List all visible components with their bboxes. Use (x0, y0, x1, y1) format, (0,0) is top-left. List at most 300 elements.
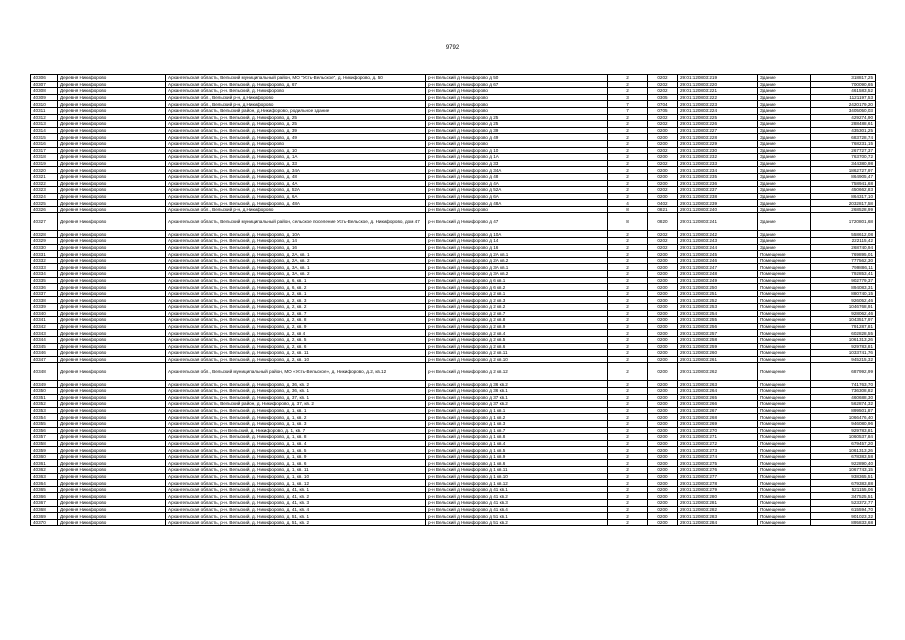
cadastral-value-cell: 523372,77 (811, 500, 876, 507)
table-row (31, 330, 876, 337)
cadastral-number-cell: 29:01:120803:232 (678, 154, 758, 161)
location-cell: р-н Вельский д Никифорово д 1 кв.4 (426, 440, 608, 447)
cadastral-value-cell: 1061313,26 (811, 447, 876, 454)
group-code-cell: 2 (608, 271, 648, 278)
location-cell: р-н Вельский д Никифорово д 37 кв.2 (426, 401, 608, 408)
cadastral-number-cell: 29:01:120803:272 (678, 440, 758, 447)
object-type-cell: Помещение (758, 251, 811, 258)
group-code-cell: 2 (608, 363, 648, 381)
location-cell: р-н Вельский д Никифорово д 39 (426, 127, 608, 134)
location-cell: р-н Вельский д Никифорово д 2А кв.1 (426, 251, 608, 258)
location-cell: р-н Вельский д Никифорово д 2 кв.2 (426, 304, 608, 311)
location-cell: р-н Вельский д Никифорово (426, 88, 608, 95)
subgroup-code-cell: 0202 (648, 187, 678, 194)
location-cell: р-н Вельский д Никифорово д 1 кв.8 (426, 434, 608, 441)
settlement-cell: Деревня Никифорово (58, 363, 166, 381)
table-row (31, 453, 876, 460)
subgroup-code-cell: 0200 (648, 330, 678, 337)
address-cell: Архангельская область, р-н. Вельский, д. Никифорово, д. 2, кв. 6 (166, 343, 426, 350)
object-type-cell: Помещение (758, 473, 811, 480)
group-code-cell: 2 (608, 167, 648, 174)
location-cell: р-н Вельский д Никифорово д 1 кв.12 (426, 480, 608, 487)
settlement-cell: Деревня Никифорово (58, 114, 166, 121)
table-row (31, 447, 876, 454)
address-cell: Архангельская область, р-н. Вельский, д. Никифорово, д. 10 (166, 147, 426, 154)
address-cell: Архангельская область, р-н. Вельский, д. Никифорово, д. 1, кв. 10 (166, 473, 426, 480)
address-cell: Архангельская область, р-н. Вельский, д. Никифорово, д. 1, кв. 12 (166, 480, 426, 487)
address-cell: Архангельская область, р-н. Вельский, д. Никифорово, д. 3А, кв. 2 (166, 271, 426, 278)
row-id-cell: 40334 (31, 271, 58, 278)
location-cell: р-н Вельский д Никифорово (426, 101, 608, 108)
table-row (31, 251, 876, 258)
address-cell: Архангельская область, Вельский район, д.Никифорово, родильное здание (166, 107, 426, 114)
group-code-cell: 2 (608, 114, 648, 121)
subgroup-code-cell: 0200 (648, 140, 678, 147)
cadastral-number-cell: 29:01:120803:236 (678, 180, 758, 187)
cadastral-value-cell: 460688,30 (811, 394, 876, 401)
table-row (31, 277, 876, 284)
location-cell: р-н Вельский д Никифорово д 41 кв.1 (426, 486, 608, 493)
subgroup-code-cell: 0200 (648, 271, 678, 278)
object-type-cell: Помещение (758, 277, 811, 284)
table-row (31, 506, 876, 513)
object-type-cell: Помещение (758, 407, 811, 414)
cadastral-value-cell: 288488,61 (811, 121, 876, 128)
settlement-cell: Деревня Никифорово (58, 493, 166, 500)
settlement-cell: Деревня Никифорово (58, 343, 166, 350)
table-row (31, 167, 876, 174)
cadastral-number-cell: 29:01:120803:271 (678, 434, 758, 441)
cadastral-number-cell: 29:01:120803:223 (678, 101, 758, 108)
subgroup-code-cell: 0200 (648, 257, 678, 264)
subgroup-code-cell: 0200 (648, 264, 678, 271)
settlement-cell: Деревня Никифорово (58, 310, 166, 317)
cadastral-number-cell: 29:01:120803:276 (678, 467, 758, 474)
cadastral-value-cell: 615594,70 (811, 506, 876, 513)
object-type-cell: Помещение (758, 297, 811, 304)
location-cell: р-н Вельский д Никифорово д 25 (426, 114, 608, 121)
group-code-cell: 2 (608, 486, 648, 493)
row-id-cell: 40311 (31, 107, 58, 114)
table-row (31, 493, 876, 500)
object-type-cell: Здание (758, 127, 811, 134)
cadastral-value-cell: 736308,82 (811, 387, 876, 394)
subgroup-code-cell: 0202 (648, 81, 678, 88)
object-type-cell: Здание (758, 213, 811, 231)
address-cell: Архангельская область, р-н. Вельский, д. Никифорово, д. 1А (166, 154, 426, 161)
row-id-cell: 40370 (31, 519, 58, 526)
cadastral-value-cell: 777562,30 (811, 257, 876, 264)
settlement-cell: Деревня Никифорово (58, 140, 166, 147)
address-cell: Архангельская область, р-н. Вельский, д. Никифорово, д. 41, кв. 2 (166, 493, 426, 500)
settlement-cell: Деревня Никифорово (58, 173, 166, 180)
settlement-cell: Деревня Никифорово (58, 486, 166, 493)
table-row (31, 154, 876, 161)
row-id-cell: 40355 (31, 420, 58, 427)
location-cell: р-н Вельский д Никифорово д 2 кв.11 (426, 350, 608, 357)
address-cell: Архангельская область, р-н. Вельский, д. Никифорово, д. 1, кв. 3 (166, 420, 426, 427)
cadastral-number-cell: 29:01:120803:273 (678, 447, 758, 454)
table-row (31, 127, 876, 134)
location-cell: р-н Вельский д Никифорово д 2 кв.5 (426, 336, 608, 343)
address-cell: Архангельская область, р-н. Вельский, д. Никифорово, д. 2, кв. 9 (166, 323, 426, 330)
table-row (31, 114, 876, 121)
settlement-cell: Деревня Никифорово (58, 127, 166, 134)
cadastral-number-cell: 29:01:120803:267 (678, 407, 758, 414)
cadastral-number-cell: 29:01:120803:270 (678, 427, 758, 434)
object-type-cell: Помещение (758, 271, 811, 278)
group-code-cell: 2 (608, 343, 648, 350)
cadastral-number-cell: 29:01:120803:220 (678, 81, 758, 88)
address-cell: Архангельская обл., Вельский муниципальный район, МО «Усть-Вельское», д. Никифорово, д.2, кв.12 (166, 363, 426, 381)
row-id-cell: 40336 (31, 284, 58, 291)
settlement-cell: Деревня Никифорово (58, 251, 166, 258)
table-row (31, 140, 876, 147)
row-id-cell: 40322 (31, 180, 58, 187)
location-cell: р-н Вельский д Никифорово д 1 кв.11 (426, 467, 608, 474)
group-code-cell: 2 (608, 414, 648, 421)
table-row (31, 310, 876, 317)
subgroup-code-cell: 0200 (648, 134, 678, 141)
group-code-cell: 2 (608, 264, 648, 271)
subgroup-code-cell: 0200 (648, 387, 678, 394)
address-cell: Архангельская область, р-н. Вельский, д. Никифорово, д. 1, кв. 11 (166, 467, 426, 474)
group-code-cell: 2 (608, 297, 648, 304)
location-cell: р-н Вельский д Никифорово д 3А кв.1 (426, 264, 608, 271)
cadastral-value-cell: 1061313,26 (811, 336, 876, 343)
address-cell: Архангельская область, р-н. Вельский, д. Никифорово, д. 10А (166, 231, 426, 238)
row-id-cell: 40313 (31, 121, 58, 128)
table-row (31, 486, 876, 493)
cadastral-value-cell: 679457,20 (811, 440, 876, 447)
subgroup-code-cell: 0305 (648, 94, 678, 101)
subgroup-code-cell: 0200 (648, 284, 678, 291)
group-code-cell: 2 (608, 147, 648, 154)
table-row (31, 323, 876, 330)
cadastral-value-cell: 792853,41 (811, 271, 876, 278)
location-cell: р-н Вельский д Никифорово д 51 кв.1 (426, 513, 608, 520)
table-row (31, 343, 876, 350)
subgroup-code-cell: 0200 (648, 290, 678, 297)
settlement-cell: Деревня Никифорово (58, 101, 166, 108)
cadastral-number-cell: 29:01:120803:219 (678, 75, 758, 82)
group-code-cell: 2 (608, 257, 648, 264)
table-row (31, 284, 876, 291)
object-type-cell: Помещение (758, 363, 811, 381)
cadastral-number-cell: 29:01:120803:233 (678, 160, 758, 167)
subgroup-code-cell: 0200 (648, 473, 678, 480)
settlement-cell: Деревня Никифорово (58, 284, 166, 291)
cadastral-value-cell: 344380,98 (811, 160, 876, 167)
object-type-cell: Помещение (758, 317, 811, 324)
cadastral-value-cell: 791287,81 (811, 323, 876, 330)
object-type-cell: Здание (758, 193, 811, 200)
address-cell: Архангельская область, р-н. Вельский, д. Никифорово, д. 1, кв. 4 (166, 440, 426, 447)
object-type-cell: Здание (758, 187, 811, 194)
row-id-cell: 40350 (31, 387, 58, 394)
location-cell: р-н Вельский д Никифорово д 2 кв.8 (426, 317, 608, 324)
object-type-cell: Помещение (758, 414, 811, 421)
subgroup-code-cell: 0200 (648, 480, 678, 487)
settlement-cell: Деревня Никифорово (58, 231, 166, 238)
address-cell: Архангельская область, р-н. Вельский, д. Никифорово, д. 1, кв. 5 (166, 447, 426, 454)
table-row (31, 460, 876, 467)
group-code-cell: 2 (608, 467, 648, 474)
group-code-cell: 2 (608, 75, 648, 82)
address-cell: Архангельская область, р-н. Вельский, д. Никифорово, д. 1, кв. 9 (166, 453, 426, 460)
group-code-cell: 2 (608, 323, 648, 330)
cadastral-value-cell: 3405050,03 (811, 107, 876, 114)
group-code-cell: 2 (608, 447, 648, 454)
address-cell: Архангельская область, р-н. Вельский, д. Никифорово, д. 2, кв. 7 (166, 310, 426, 317)
address-cell: Архангельская область, р-н. Вельский, д. Никифорово, д. 52А (166, 187, 426, 194)
group-code-cell: 2 (608, 244, 648, 251)
settlement-cell: Деревня Никифорово (58, 453, 166, 460)
cadastral-value-cell: 2032817,58 (811, 200, 876, 207)
object-type-cell: Помещение (758, 420, 811, 427)
address-cell: Архангельская область, р-н. Вельский, д. Никифорово, д. 25 (166, 114, 426, 121)
subgroup-code-cell: 0200 (648, 394, 678, 401)
location-cell: р-н Вельский д Никифорово д 2 кв.7 (426, 310, 608, 317)
row-id-cell: 40363 (31, 473, 58, 480)
object-type-cell: Помещение (758, 401, 811, 408)
row-id-cell: 40359 (31, 447, 58, 454)
cadastral-number-cell: 29:01:120803:228 (678, 134, 758, 141)
address-cell: Архангельская область, р-н. Вельский, д. Никифорово, д. 16 (166, 244, 426, 251)
settlement-cell: Деревня Никифорово (58, 134, 166, 141)
address-cell: Архангельская область, р-н. Вельский, д. Никифорово, д. 1, кв. 6 (166, 460, 426, 467)
group-code-cell: 2 (608, 420, 648, 427)
address-cell: Архангельская область, р-н. Вельский, д. Никифорово (166, 140, 426, 147)
object-type-cell: Помещение (758, 453, 811, 460)
table-row (31, 500, 876, 507)
table-row (31, 519, 876, 526)
cadastral-value-cell: 558612,08 (811, 231, 876, 238)
settlement-cell: Деревня Никифорово (58, 414, 166, 421)
address-cell: Архангельская область, р-н. Вельский, д. Никифорово, д. 2А, кв. 2 (166, 257, 426, 264)
settlement-cell: Деревня Никифорово (58, 277, 166, 284)
group-code-cell: 2 (608, 251, 648, 258)
subgroup-code-cell: 0820 (648, 213, 678, 231)
cadastral-number-cell: 29:01:120803:268 (678, 414, 758, 421)
subgroup-code-cell: 0200 (648, 460, 678, 467)
address-cell: Архангельская область, р-н. Вельский, д. Никифорово, д. 33 (166, 160, 426, 167)
row-id-cell: 40315 (31, 134, 58, 141)
table-row (31, 467, 876, 474)
cadastral-number-cell: 29:01:120803:279 (678, 486, 758, 493)
settlement-cell: Деревня Никифорово (58, 401, 166, 408)
row-id-cell: 40369 (31, 513, 58, 520)
settlement-cell: Деревня Никифорово (58, 75, 166, 82)
table-row (31, 231, 876, 238)
cadastral-value-cell: 429274,90 (811, 114, 876, 121)
address-cell: Архангельская область, р-н. Вельский, д. Никифорово, д. 34А (166, 167, 426, 174)
cadastral-number-cell: 29:01:120803:240 (678, 206, 758, 213)
group-code-cell: 2 (608, 427, 648, 434)
cadastral-number-cell: 29:01:120803:283 (678, 513, 758, 520)
cadastral-value-cell: 268740,94 (811, 244, 876, 251)
subgroup-code-cell: 0200 (648, 493, 678, 500)
group-code-cell: 2 (608, 121, 648, 128)
object-type-cell: Здание (758, 154, 811, 161)
location-cell: р-н Вельский д Никифорово д 36 кв.2 (426, 381, 608, 388)
table-row (31, 356, 876, 363)
location-cell: р-н Вельский д Никифорово д 2 кв.10 (426, 356, 608, 363)
object-type-cell: Помещение (758, 506, 811, 513)
settlement-cell: Деревня Никифорово (58, 297, 166, 304)
row-id-cell: 40354 (31, 414, 58, 421)
cadastral-number-cell: 29:01:120803:221 (678, 88, 758, 95)
subgroup-code-cell: 0200 (648, 167, 678, 174)
cadastral-value-cell: 929783,81 (811, 427, 876, 434)
object-type-cell: Помещение (758, 394, 811, 401)
object-type-cell: Здание (758, 244, 811, 251)
object-type-cell: Помещение (758, 486, 811, 493)
object-type-cell: Помещение (758, 350, 811, 357)
row-id-cell: 40343 (31, 330, 58, 337)
cadastral-value-cell: 880740,15 (811, 290, 876, 297)
settlement-cell: Деревня Никифорово (58, 467, 166, 474)
table-row (31, 81, 876, 88)
address-cell: Архангельская обл., Вельский р-н, д.Никифорово (166, 206, 426, 213)
address-cell: Архангельская область, р-н. Вельский, д. Никифорово, д. 48А (166, 200, 426, 207)
row-id-cell: 40312 (31, 114, 58, 121)
group-code-cell: 2 (608, 81, 648, 88)
cadastral-value-cell: 864905,47 (811, 173, 876, 180)
location-cell: р-н Вельский д Никифорово д 51 кв.2 (426, 519, 608, 526)
table-row (31, 180, 876, 187)
cadastral-value-cell: 678383,58 (811, 453, 876, 460)
group-code-cell: 2 (608, 304, 648, 311)
settlement-cell: Деревня Никифорово (58, 121, 166, 128)
table-row (31, 134, 876, 141)
subgroup-code-cell: 0202 (648, 75, 678, 82)
row-id-cell: 40340 (31, 310, 58, 317)
subgroup-code-cell: 0200 (648, 467, 678, 474)
subgroup-code-cell: 0200 (648, 519, 678, 526)
group-code-cell: 2 (608, 500, 648, 507)
cadastral-value-cell: 1720801,68 (811, 213, 876, 231)
cadastral-number-cell: 29:01:120803:281 (678, 500, 758, 507)
group-code-cell: 2 (608, 401, 648, 408)
row-id-cell: 40366 (31, 493, 58, 500)
cadastral-number-cell: 29:01:120803:277 (678, 473, 758, 480)
object-type-cell: Здание (758, 88, 811, 95)
cadastral-number-cell: 29:01:120803:237 (678, 187, 758, 194)
settlement-cell: Деревня Никифорово (58, 420, 166, 427)
subgroup-code-cell: 0200 (648, 336, 678, 343)
address-cell: Архангельская область, р-н. Вельский, д. Никифорово, д. 6А (166, 193, 426, 200)
table-row (31, 420, 876, 427)
location-cell: р-н Вельский д Никифорово д 1 кв.3 (426, 420, 608, 427)
cadastral-number-cell: 29:01:120803:278 (678, 480, 758, 487)
cadastral-number-cell: 29:01:120803:264 (678, 387, 758, 394)
group-code-cell: 2 (608, 493, 648, 500)
group-code-cell: 2 (608, 140, 648, 147)
group-code-cell: 2 (608, 453, 648, 460)
cadastral-number-cell: 29:01:120803:257 (678, 330, 758, 337)
subgroup-code-cell: 0200 (648, 447, 678, 454)
cadastral-number-cell: 29:01:120803:275 (678, 460, 758, 467)
subgroup-code-cell: 0821 (648, 206, 678, 213)
settlement-cell: Деревня Никифорово (58, 94, 166, 101)
object-type-cell: Помещение (758, 257, 811, 264)
group-code-cell: 2 (608, 127, 648, 134)
cadastral-value-cell: 1043517,97 (811, 317, 876, 324)
subgroup-code-cell: 0200 (648, 277, 678, 284)
address-cell: Архангельская область, р-н. Вельский, д. Никифорово, д. 39 (166, 127, 426, 134)
address-cell: Архангельская область, р-н. Вельский, д. Никифорово, д. 2, кв. 10 (166, 356, 426, 363)
row-id-cell: 40357 (31, 434, 58, 441)
cadastral-value-cell: 864317,10 (811, 193, 876, 200)
cadastral-number-cell: 29:01:120803:225 (678, 114, 758, 121)
settlement-cell: Деревня Никифорово (58, 330, 166, 337)
location-cell: р-н Вельский д Никифорово д 1 кв.9 (426, 453, 608, 460)
group-code-cell: 2 (608, 173, 648, 180)
group-code-cell: 2 (608, 336, 648, 343)
settlement-cell: Деревня Никифорово (58, 356, 166, 363)
row-id-cell: 40358 (31, 440, 58, 447)
object-type-cell: Помещение (758, 434, 811, 441)
cadastral-number-cell: 29:01:120803:242 (678, 231, 758, 238)
row-id-cell: 40361 (31, 460, 58, 467)
subgroup-code-cell: 0200 (648, 486, 678, 493)
address-cell: Архангельская область, р-н. Вельский, д. Никифорово, д. 36, кв. 1 (166, 387, 426, 394)
group-code-cell: 2 (608, 187, 648, 194)
settlement-cell: Деревня Никифорово (58, 440, 166, 447)
settlement-cell: Деревня Никифорово (58, 381, 166, 388)
table-row (31, 440, 876, 447)
object-type-cell: Помещение (758, 427, 811, 434)
subgroup-code-cell: 0200 (648, 173, 678, 180)
object-type-cell: Помещение (758, 467, 811, 474)
location-cell: р-н Вельский д Никифорово д 25 (426, 121, 608, 128)
address-cell: Архангельская область, р-н. Вельский, д. Никифорово, д. 2, кв. 8 (166, 317, 426, 324)
location-cell: р-н Вельский д Никифорово д 1 кв.5 (426, 447, 608, 454)
cadastral-value-cell: 222115,42 (811, 238, 876, 245)
location-cell: р-н Вельский д Никифорово д 1 кв.10 (426, 473, 608, 480)
cadastral-number-cell: 29:01:120803:227 (678, 127, 758, 134)
group-code-cell: 2 (608, 310, 648, 317)
object-type-cell: Помещение (758, 336, 811, 343)
table-row (31, 160, 876, 167)
address-cell: Архангельская область, р-н. Вельский, д. Никифорово, д. 14 (166, 238, 426, 245)
address-cell: Архангельская область, р-н. Вельский, д. Никифорово, д. 6, кв. 1 (166, 277, 426, 284)
cadastral-number-cell: 29:01:120803:258 (678, 336, 758, 343)
cadastral-value-cell: 902779,37 (811, 277, 876, 284)
object-type-cell: Помещение (758, 304, 811, 311)
row-id-cell: 40320 (31, 167, 58, 174)
row-id-cell: 40341 (31, 317, 58, 324)
settlement-cell: Деревня Никифорово (58, 394, 166, 401)
settlement-cell: Деревня Никифорово (58, 193, 166, 200)
cadastral-number-cell: 29:01:120803:244 (678, 244, 758, 251)
cadastral-value-cell: 922890,40 (811, 460, 876, 467)
group-code-cell: 2 (608, 154, 648, 161)
table-row (31, 213, 876, 231)
row-id-cell: 40317 (31, 147, 58, 154)
cadastral-number-cell: 29:01:120803:251 (678, 290, 758, 297)
group-code-cell: 2 (608, 394, 648, 401)
location-cell: р-н Вельский д Никифорово (426, 94, 608, 101)
table-row (31, 381, 876, 388)
group-code-cell: 2 (608, 407, 648, 414)
group-code-cell: 2 (608, 519, 648, 526)
subgroup-code-cell: 0200 (648, 251, 678, 258)
table-row (31, 304, 876, 311)
object-type-cell: Помещение (758, 480, 811, 487)
cadastral-value-cell: 1066476,40 (811, 414, 876, 421)
